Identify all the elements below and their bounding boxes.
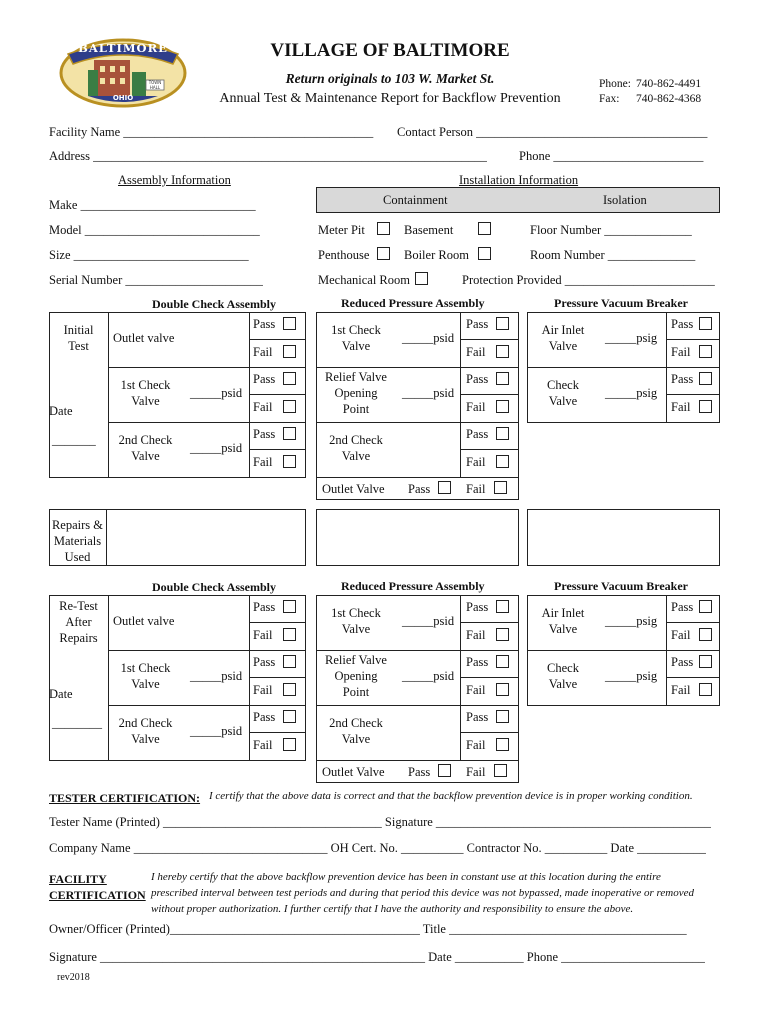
- retest-pvb-air-fail-checkbox[interactable]: [699, 628, 712, 641]
- dca-outlet-fail-checkbox[interactable]: [283, 345, 296, 358]
- boiler-room-checkbox[interactable]: [478, 247, 491, 260]
- room-number-field[interactable]: Room Number ______________: [530, 248, 696, 262]
- rpa-outlet-fail-checkbox[interactable]: [494, 481, 507, 494]
- retest-dca-check1-psid[interactable]: _____psid: [190, 669, 243, 683]
- rpa-check1-psid[interactable]: _____psid: [402, 331, 455, 345]
- fail-label: Fail: [466, 345, 486, 359]
- fail-label: Fail: [253, 683, 273, 697]
- penthouse-label: Penthouse: [318, 248, 370, 262]
- meter-pit-label: Meter Pit: [318, 223, 365, 237]
- repairs-rpa-box[interactable]: [316, 509, 519, 566]
- basement-checkbox[interactable]: [478, 222, 491, 235]
- initial-test-label: Initial Test: [63, 323, 94, 353]
- retest-pvb-check-psig[interactable]: _____psig: [605, 669, 658, 683]
- retest-rpa-check2: 2nd Check Valve: [329, 716, 383, 746]
- rpa-check1-pass-checkbox[interactable]: [496, 317, 509, 330]
- pass-label: Pass: [466, 317, 489, 331]
- contact-person-field[interactable]: Contact Person _____________________________________: [397, 125, 708, 139]
- fail-label: Fail: [671, 683, 691, 697]
- floor-number-field[interactable]: Floor Number ______________: [530, 223, 692, 237]
- retest-dca-check1: 1st Check Valve: [120, 661, 171, 691]
- logo-state: OHIO: [112, 94, 134, 102]
- tester-cert-text: I certify that the above data is correct and that the backflow prevention device is in proper working condition.: [209, 790, 693, 802]
- containment-label: Containment: [383, 193, 448, 207]
- installation-heading: Installation Information: [459, 173, 579, 187]
- pass-label: Pass: [671, 317, 694, 331]
- retest-dca-check1-pass-checkbox[interactable]: [283, 655, 296, 668]
- rpa-relief-psid[interactable]: _____psid: [402, 386, 455, 400]
- retest-dca-heading: Double Check Assembly: [152, 580, 277, 594]
- dca-check1-pass-checkbox[interactable]: [283, 372, 296, 385]
- retest-pvb-heading: Pressure Vacuum Breaker: [554, 579, 688, 593]
- retest-pvb-air-psig[interactable]: _____psig: [605, 614, 658, 628]
- owner-title-field[interactable]: Owner/Officer (Printed)________________________________________ Title ______________________________________: [49, 922, 687, 936]
- fail-label: Fail: [466, 482, 486, 496]
- rpa-check1-fail-checkbox[interactable]: [496, 345, 509, 358]
- protection-field[interactable]: Protection Provided ________________________: [462, 273, 715, 287]
- dca-check1: 1st Check Valve: [120, 378, 171, 408]
- dca-check2-psid[interactable]: _____psid: [190, 441, 243, 455]
- rpa-relief-valve: Relief Valve Opening Point: [325, 370, 387, 416]
- pass-label: Pass: [253, 372, 276, 386]
- pvb-air-inlet: Air Inlet Valve: [541, 323, 585, 353]
- pvb-air-pass-checkbox[interactable]: [699, 317, 712, 330]
- phone-label: Phone:: [599, 78, 631, 90]
- model-field[interactable]: Model ____________________________: [49, 223, 260, 237]
- retest-dca-outlet-pass-checkbox[interactable]: [283, 600, 296, 613]
- facility-name-field[interactable]: Facility Name ________________________________________: [49, 125, 374, 139]
- rpa-check2-pass-checkbox[interactable]: [496, 427, 509, 440]
- retest-date-field[interactable]: ________: [52, 716, 102, 730]
- retest-rpa-outlet-pass-checkbox[interactable]: [438, 764, 451, 777]
- village-logo: [58, 36, 188, 108]
- fail-label: Fail: [253, 345, 273, 359]
- pass-label: Pass: [253, 710, 276, 724]
- pvb-air-fail-checkbox[interactable]: [699, 345, 712, 358]
- phone-value: 740-862-4491: [636, 78, 702, 90]
- pass-label: Pass: [253, 427, 276, 441]
- pvb-check-pass-checkbox[interactable]: [699, 372, 712, 385]
- make-field[interactable]: Make ____________________________: [49, 198, 256, 212]
- facility-phone-field[interactable]: Phone ________________________: [519, 149, 704, 163]
- retest-rpa-relief-valve: Relief Valve Opening Point: [325, 653, 387, 699]
- pass-label: Pass: [466, 600, 489, 614]
- logo-text: BALTIMORE: [78, 41, 168, 55]
- retest-pvb-check-valve: Check Valve: [547, 661, 579, 691]
- facility-cert-text: I hereby certify that the above backflow prevention device has been in constant use at this location during the entire prescribed interval between test periods and during that period this device was not bypassed, made inoperative or removed without proper authorization. I further certify that I have the authority and responsibility to ensure the above.: [151, 871, 694, 915]
- retest-dca-check2-psid[interactable]: _____psid: [190, 724, 243, 738]
- fail-label: Fail: [253, 400, 273, 414]
- fax-label: Fax:: [599, 93, 620, 105]
- rpa-heading: Reduced Pressure Assembly: [341, 296, 485, 310]
- rpa-outlet-pass-checkbox[interactable]: [438, 481, 451, 494]
- retest-rpa-check1-psid[interactable]: _____psid: [402, 614, 455, 628]
- fail-label: Fail: [671, 400, 691, 414]
- retest-pvb-air-inlet: Air Inlet Valve: [541, 606, 585, 636]
- retest-pvb-check-pass-checkbox[interactable]: [699, 655, 712, 668]
- logo-sub: TOWN HALL: [148, 80, 162, 90]
- page-title: VILLAGE OF BALTIMORE: [270, 40, 510, 61]
- retest-rpa-check1-pass-checkbox[interactable]: [496, 600, 509, 613]
- boiler-room-label: Boiler Room: [404, 248, 469, 262]
- rpa-outlet-valve: Outlet Valve: [322, 482, 385, 496]
- dca-check2: 2nd Check Valve: [118, 433, 173, 463]
- pvb-heading: Pressure Vacuum Breaker: [554, 296, 688, 310]
- retest-pvb-check-fail-checkbox[interactable]: [699, 683, 712, 696]
- fail-label: Fail: [466, 400, 486, 414]
- mechanical-room-label: Mechanical Room: [318, 273, 410, 287]
- pass-label: Pass: [466, 427, 489, 441]
- retest-rpa-outlet-valve: Outlet Valve: [322, 765, 385, 779]
- rpa-check2: 2nd Check Valve: [329, 433, 383, 463]
- retest-rpa-check1-fail-checkbox[interactable]: [496, 628, 509, 641]
- fail-label: Fail: [466, 765, 486, 779]
- isolation-label: Isolation: [603, 193, 647, 207]
- initial-date-label: Date: [49, 404, 73, 418]
- retest-dca-outlet-valve: Outlet valve: [113, 614, 175, 628]
- facility-cert-heading: FACILITY CERTIFICATION: [49, 872, 146, 902]
- pvb-check-psig[interactable]: _____psig: [605, 386, 658, 400]
- penthouse-checkbox[interactable]: [377, 247, 390, 260]
- rpa-check1: 1st Check Valve: [331, 323, 381, 353]
- dca-check2-pass-checkbox[interactable]: [283, 427, 296, 440]
- retest-date-label: Date: [49, 687, 73, 701]
- pvb-check-fail-checkbox[interactable]: [699, 400, 712, 413]
- dca-outlet-valve: Outlet valve: [113, 331, 175, 345]
- retest-rpa-check2-pass-checkbox[interactable]: [496, 710, 509, 723]
- pass-label: Pass: [253, 317, 276, 331]
- pvb-check-valve: Check Valve: [547, 378, 579, 408]
- size-field[interactable]: Size ____________________________: [49, 248, 249, 262]
- retest-dca-check1-fail-checkbox[interactable]: [283, 683, 296, 696]
- pass-label: Pass: [466, 710, 489, 724]
- retest-rpa-check1: 1st Check Valve: [331, 606, 381, 636]
- serial-field[interactable]: Serial Number ______________________: [49, 273, 263, 287]
- revision-label: rev2018: [57, 972, 90, 983]
- pass-label: Pass: [671, 600, 694, 614]
- address-field[interactable]: Address _______________________________________________________________: [49, 149, 487, 163]
- pass-label: Pass: [253, 655, 276, 669]
- dca-check2-fail-checkbox[interactable]: [283, 455, 296, 468]
- retest-rpa-relief-psid[interactable]: _____psid: [402, 669, 455, 683]
- assembly-heading: Assembly Information: [118, 173, 231, 187]
- dca-heading: Double Check Assembly: [152, 297, 277, 311]
- retest-dca-check2-pass-checkbox[interactable]: [283, 710, 296, 723]
- pass-label: Pass: [671, 372, 694, 386]
- rpa-relief-fail-checkbox[interactable]: [496, 400, 509, 413]
- signature-date-phone-field[interactable]: Signature ____________________________________________________ Date ___________ Phone _______________________: [49, 950, 705, 964]
- rpa-check2-fail-checkbox[interactable]: [496, 455, 509, 468]
- pass-label: Pass: [253, 600, 276, 614]
- retest-pvb-air-pass-checkbox[interactable]: [699, 600, 712, 613]
- company-cert-field[interactable]: Company Name _______________________________ OH Cert. No. __________ Contractor No. __________ Date ___________: [49, 841, 706, 855]
- rpa-relief-pass-checkbox[interactable]: [496, 372, 509, 385]
- fail-label: Fail: [671, 345, 691, 359]
- basement-label: Basement: [404, 223, 454, 237]
- repairs-pvb-box[interactable]: [527, 509, 720, 566]
- retest-rpa-heading: Reduced Pressure Assembly: [341, 579, 485, 593]
- retest-rpa-check2-fail-checkbox[interactable]: [496, 738, 509, 751]
- retest-dca-check2: 2nd Check Valve: [118, 716, 173, 746]
- fail-label: Fail: [253, 628, 273, 642]
- retest-rpa-outlet-fail-checkbox[interactable]: [494, 764, 507, 777]
- retest-dca-outlet-fail-checkbox[interactable]: [283, 628, 296, 641]
- pass-label: Pass: [466, 655, 489, 669]
- mechanical-room-checkbox[interactable]: [415, 272, 428, 285]
- pass-label: Pass: [408, 482, 431, 496]
- fail-label: Fail: [253, 738, 273, 752]
- pass-label: Pass: [408, 765, 431, 779]
- form-subtitle: Annual Test & Maintenance Report for Backflow Prevention: [219, 91, 561, 106]
- meter-pit-checkbox[interactable]: [377, 222, 390, 235]
- fail-label: Fail: [253, 455, 273, 469]
- retest-label: Re-Test After Repairs: [59, 599, 98, 645]
- dca-check1-fail-checkbox[interactable]: [283, 400, 296, 413]
- pass-label: Pass: [466, 372, 489, 386]
- tester-cert-heading: TESTER CERTIFICATION:: [49, 791, 201, 805]
- retest-rpa-relief-fail-checkbox[interactable]: [496, 683, 509, 696]
- fax-value: 740-862-4368: [636, 93, 702, 105]
- fail-label: Fail: [671, 628, 691, 642]
- fail-label: Fail: [466, 455, 486, 469]
- pvb-air-inlet-psig[interactable]: _____psig: [605, 331, 658, 345]
- initial-date-field[interactable]: _______: [52, 433, 96, 447]
- fail-label: Fail: [466, 628, 486, 642]
- retest-dca-check2-fail-checkbox[interactable]: [283, 738, 296, 751]
- dca-outlet-pass-checkbox[interactable]: [283, 317, 296, 330]
- fail-label: Fail: [466, 738, 486, 752]
- return-address: Return originals to 103 W. Market St.: [285, 71, 495, 86]
- pass-label: Pass: [671, 655, 694, 669]
- dca-check1-psid[interactable]: _____psid: [190, 386, 243, 400]
- repairs-label: Repairs & Materials Used: [51, 518, 104, 564]
- fail-label: Fail: [466, 683, 486, 697]
- containment-isolation-header: [316, 187, 720, 213]
- tester-name-signature-field[interactable]: Tester Name (Printed) ___________________________________ Signature ____________________________________________: [49, 815, 711, 829]
- retest-rpa-relief-pass-checkbox[interactable]: [496, 655, 509, 668]
